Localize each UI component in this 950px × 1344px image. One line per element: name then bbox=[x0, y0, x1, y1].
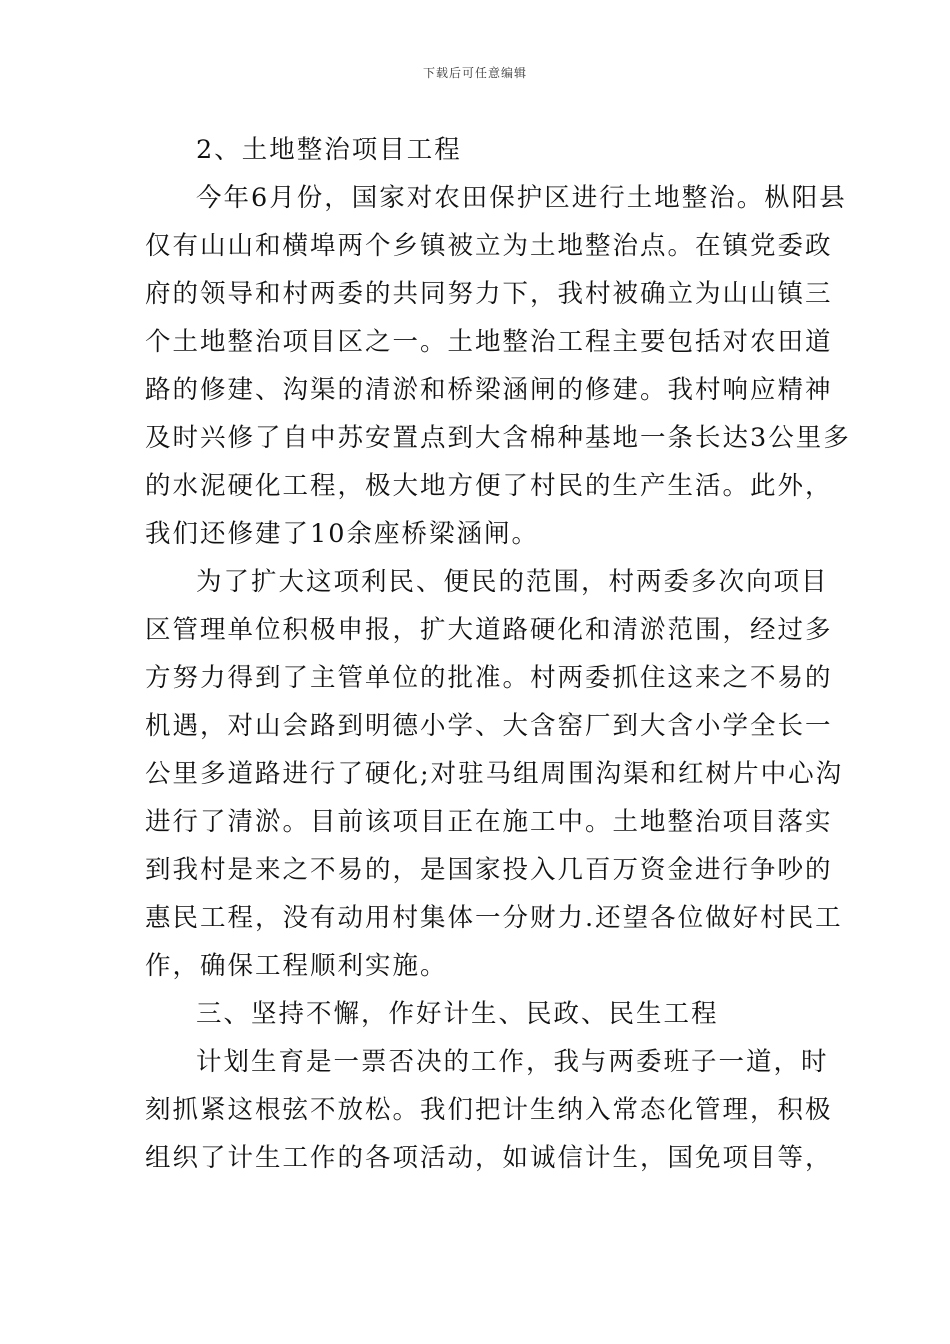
paragraph-line: 的水泥硬化工程，极大地方便了村民的生产生活。此外， bbox=[145, 471, 833, 501]
paragraph-line: 府的领导和村两委的共同努力下，我村被确立为山山镇三 bbox=[145, 279, 833, 309]
paragraph-line: 惠民工程，没有动用村集体一分财力.还望各位做好村民工 bbox=[145, 903, 843, 933]
paragraph-line: 机遇，对山会路到明德小学、大含窑厂到大含小学全长一 bbox=[145, 711, 833, 741]
paragraph-line: 计划生育是一票否决的工作，我与两委班子一道，时 bbox=[196, 1047, 829, 1077]
paragraph-line: 作，确保工程顺利实施。 bbox=[145, 951, 448, 981]
paragraph-line: 进行了清淤。目前该项目正在施工中。土地整治项目落实 bbox=[145, 807, 833, 837]
paragraph-line: 今年6月份，国家对农田保护区进行土地整治。枞阳县 bbox=[196, 183, 847, 213]
section-heading: 三、坚持不懈，作好计生、民政、民生工程 bbox=[196, 999, 719, 1029]
paragraph-line: 刻抓紧这根弦不放松。我们把计生纳入常态化管理，积极 bbox=[145, 1095, 833, 1125]
paragraph-line: 公里多道路进行了硬化;对驻马组周围沟渠和红树片中心沟 bbox=[145, 759, 844, 789]
paragraph-line: 个土地整治项目区之一。土地整治工程主要包括对农田道 bbox=[145, 327, 833, 357]
page-header-note: 下载后可任意编辑 bbox=[422, 66, 527, 80]
document-body bbox=[145, 126, 851, 1182]
paragraph-line: 仅有山山和横埠两个乡镇被立为土地整治点。在镇党委政 bbox=[145, 231, 833, 261]
paragraph-line: 为了扩大这项利民、便民的范围，村两委多次向项目 bbox=[196, 567, 829, 597]
paragraph-line: 我们还修建了10余座桥梁涵闸。 bbox=[145, 519, 539, 549]
paragraph-line: 组织了计生工作的各项活动，如诚信计生，国免项目等， bbox=[145, 1143, 833, 1173]
section-heading: 2、土地整治项目工程 bbox=[196, 135, 462, 165]
paragraph-line: 区管理单位积极申报，扩大道路硬化和清淤范围，经过多 bbox=[145, 615, 833, 645]
paragraph-line: 方努力得到了主管单位的批准。村两委抓住这来之不易的 bbox=[145, 663, 833, 693]
paragraph-line: 到我村是来之不易的，是国家投入几百万资金进行争吵的 bbox=[145, 855, 833, 885]
paragraph-line: 路的修建、沟渠的清淤和桥梁涵闸的修建。我村响应精神 bbox=[145, 375, 833, 405]
paragraph-line: 及时兴修了自中苏安置点到大含棉种基地一条长达3公里多 bbox=[145, 423, 851, 453]
